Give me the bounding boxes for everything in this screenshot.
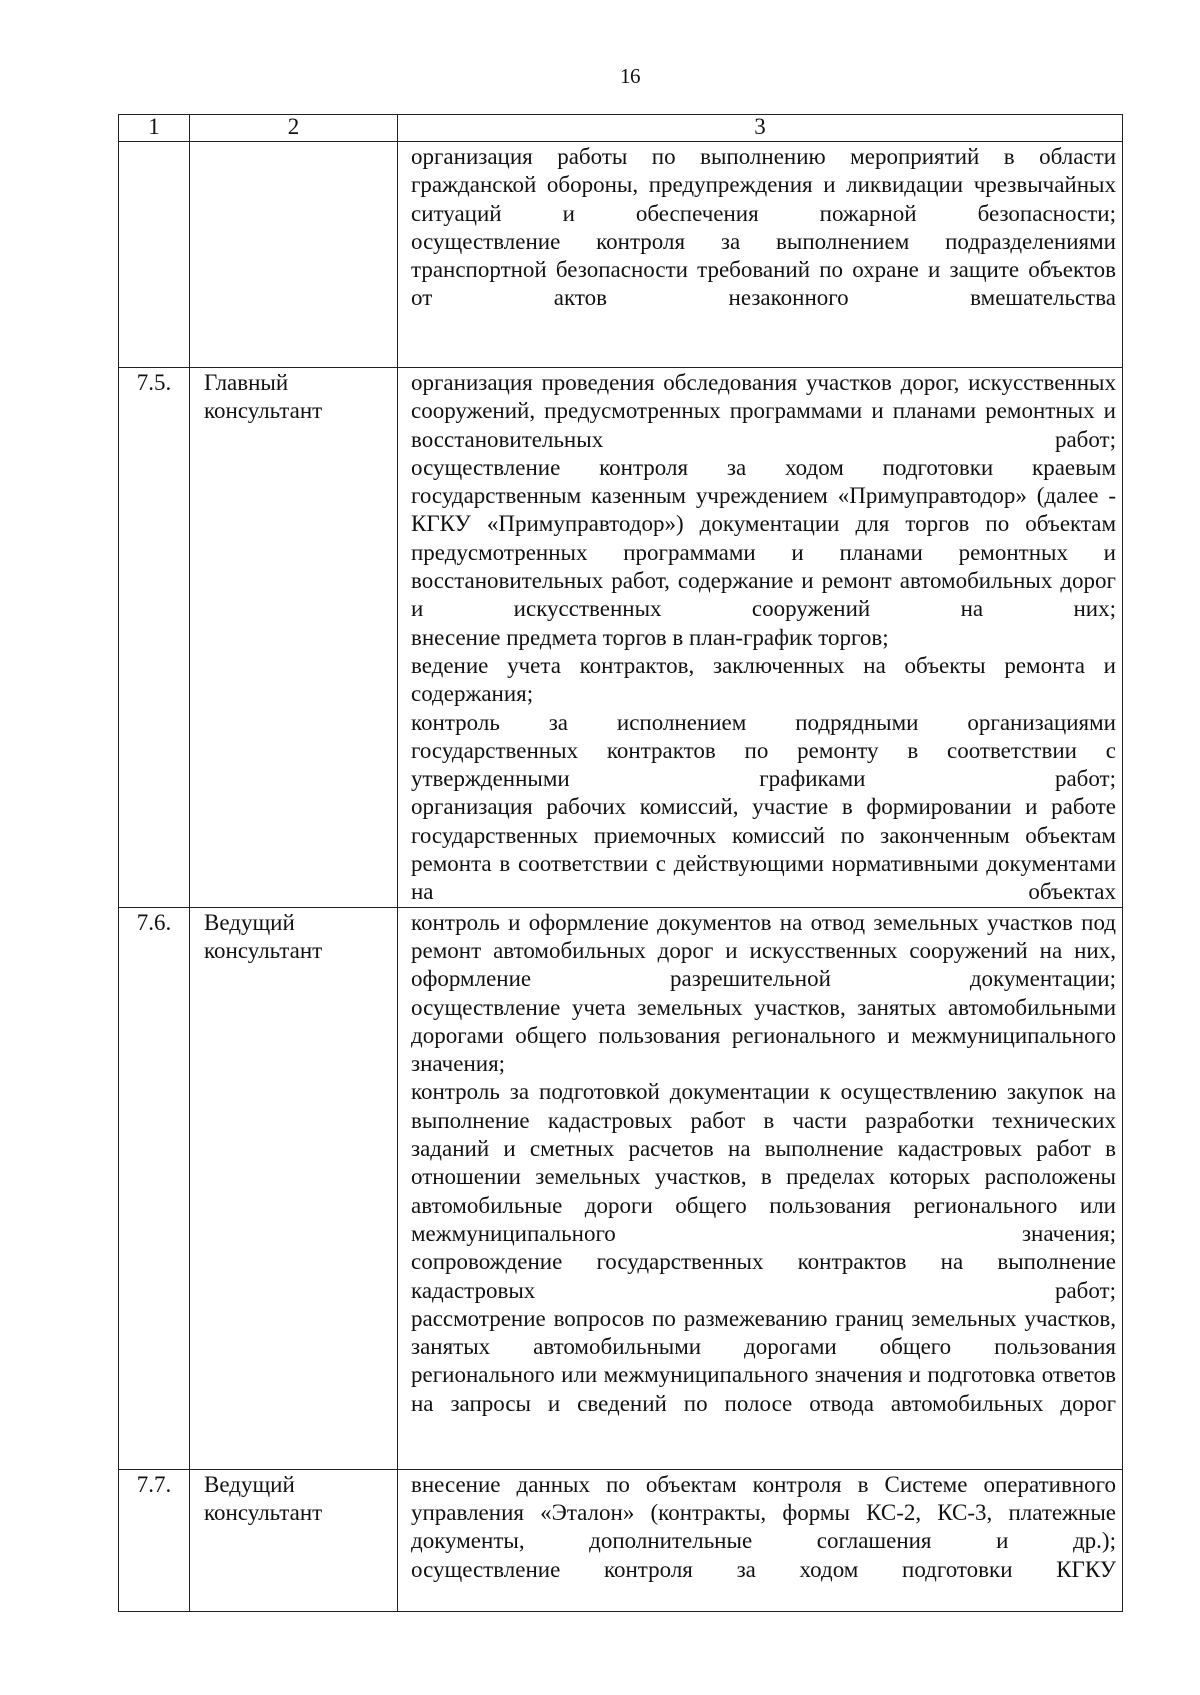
row-duties <box>398 142 1123 368</box>
position-line: консультант <box>204 1499 323 1525</box>
duty-item: рассмотрение вопросов по размежеванию границ земельных участков, занятых автомобильными дорогами общего пользования регионального или межмуниципального значения и подготовка ответов на запросы и сведений по полосе отвода автомобильных дорог <box>411 1305 1116 1416</box>
row-number: 7.6. <box>119 907 190 1469</box>
duty-item: сопровождение государственных контрактов на выполнение кадастровых работ; <box>411 1249 1116 1303</box>
row-number <box>119 142 190 368</box>
duty-item: контроль за исполнением подрядными организациями государственных контрактов по ремонту в соответствии с утвержденными графиками работ; <box>411 709 1116 792</box>
table-row <box>119 1469 1123 1611</box>
duty-item: ведение учета контрактов, заключенных на объекты ремонта и содержания; <box>411 652 1116 707</box>
duties-table <box>118 114 1123 1612</box>
duty-item: осуществление контроля за ходом подготовки краевым государственным казенным учреждением «Примуправтодор» (далее - КГКУ «Примуправтодор») документации для торгов по объектам предусмотренных программами и планами ремонтных и восстановительных работ, содержание и ремонт автомобильных дорог и искусственных сооружений на них; <box>411 454 1116 622</box>
duty-item: контроль за подготовкой документации к осуществлению закупок на выполнение кадастровых работ в части разработки технических заданий и сметных расчетов на выполнение кадастровых работ в отношении земельных участков, в пределах которых расположены автомобильные дороги общего пользования регионального или межмуниципального значения; <box>411 1079 1116 1246</box>
position-line: консультант <box>204 937 323 963</box>
row-position <box>190 1469 398 1611</box>
column-header-3: 3 <box>398 115 1123 142</box>
row-position <box>190 907 398 1469</box>
duty-item: организация проведения обследования участков дорог, искусственных сооружений, предусмотренных программами и планами ремонтных и восстановительных работ; <box>411 370 1116 452</box>
row-duties <box>398 907 1123 1469</box>
row-number: 7.5. <box>119 368 190 908</box>
table-row <box>119 907 1123 1469</box>
duty-item: контроль и оформление документов на отвод земельных участков под ремонт автомобильных дорог и искусственных сооружений на них, оформление разрешительной документации; <box>411 909 1116 992</box>
duty-item: внесение данных по объектам контроля в Системе оперативного управления «Эталон» (контракты, формы КС-2, КС-3, платежные документы, дополнительные соглашения и др.); <box>411 1471 1116 1554</box>
duty-item: осуществление учета земельных участков, занятых автомобильными дорогами общего пользования регионального и межмуниципального значения; <box>411 994 1116 1077</box>
duty-item: организация рабочих комиссий, участие в формировании и работе государственных приемочных комиссий по законченным объектам ремонта в соответствии с действующими нормативными документами на объектах <box>411 794 1116 905</box>
column-header-2: 2 <box>190 115 398 142</box>
duty-item: внесение предмета торгов в план-график торгов; <box>411 624 889 650</box>
row-position <box>190 142 398 368</box>
duty-item: осуществление контроля за выполнением подразделениями транспортной безопасности требований по охране и защите объектов от актов незаконного вмешательства <box>411 228 1116 311</box>
position-line: Ведущий <box>204 1471 295 1497</box>
position-line: Главный <box>204 370 289 395</box>
row-number: 7.7. <box>119 1469 190 1611</box>
row-position <box>190 368 398 908</box>
duty-item: организация работы по выполнению мероприятий в области гражданской обороны, предупреждения и ликвидации чрезвычайных ситуаций и обеспечения пожарной безопасности; <box>411 144 1116 226</box>
position-line: Ведущий <box>204 909 295 935</box>
row-duties <box>398 1469 1123 1611</box>
duty-item: осуществление контроля за ходом подготовки КГКУ <box>411 1556 1116 1582</box>
page-number: 16 <box>620 64 640 88</box>
row-duties <box>398 368 1123 908</box>
column-header-1: 1 <box>119 115 190 142</box>
table-row <box>119 368 1123 908</box>
position-line: консультант <box>204 398 323 424</box>
table-row <box>119 142 1123 368</box>
table-header-row <box>119 115 1123 142</box>
